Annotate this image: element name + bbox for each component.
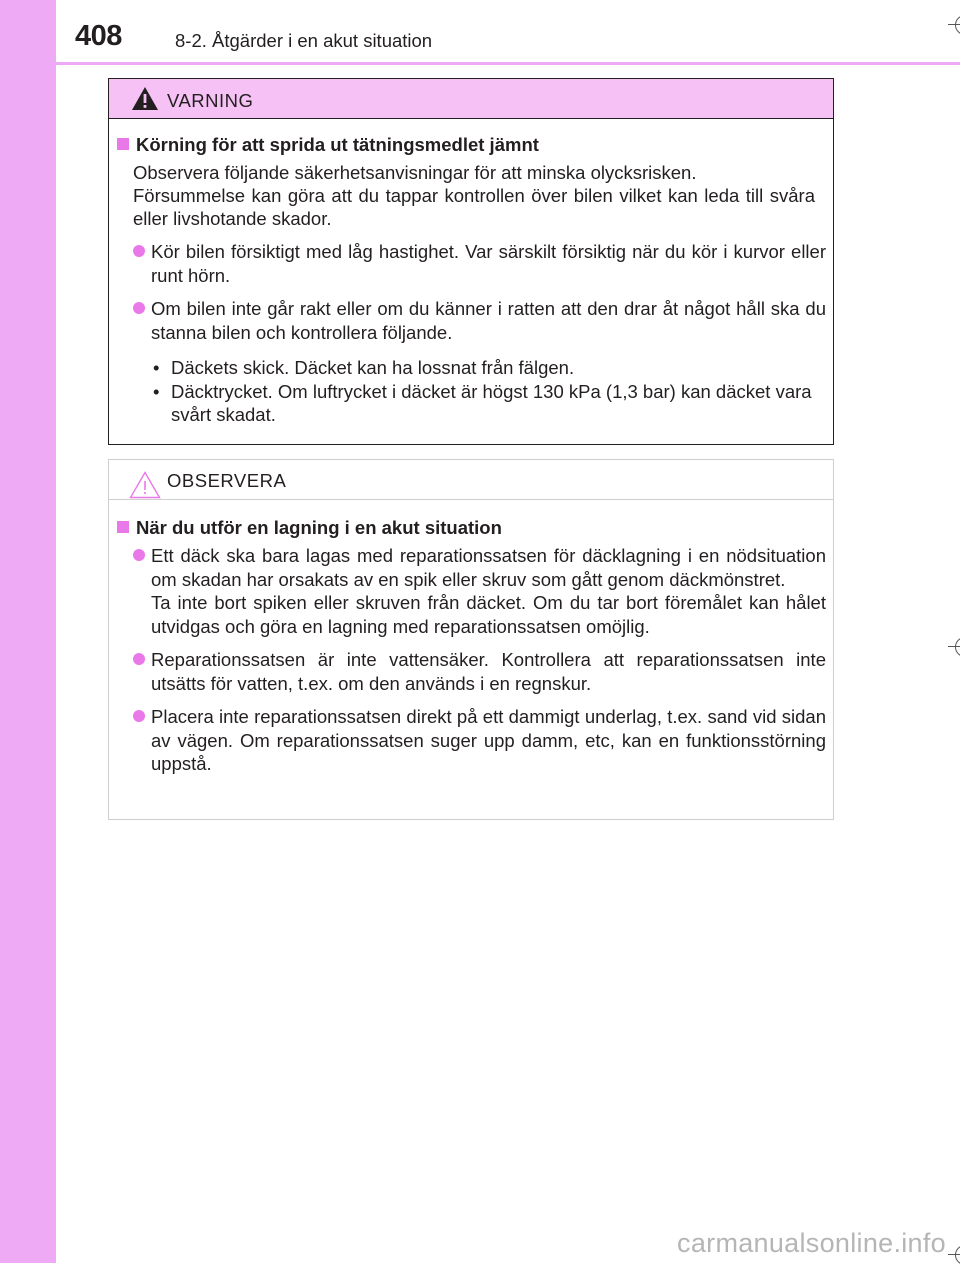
watermark: carmanualsonline.info [677,1228,946,1258]
round-bullet-icon [133,710,145,722]
notice-label: OBSERVERA [167,470,287,491]
list-item: Placera inte reparationssatsen direkt på ett dammigt underlag, t.ex. sand vid sidan av vägen. Om reparationssatsen suger upp damm, etc, kan en funktionsstörning uppstå. [133,705,826,776]
round-bullet-icon [133,653,145,665]
notice-header [109,460,833,500]
notice-body [109,500,833,776]
warning-intro: Observera följande säkerhetsanvisningar för att minska olycksrisken. Försummelse kan göra att du tappar kontrollen över bilen vilket kan leda till svåra eller livshotande skador. [133,162,815,229]
warning-heading: Körning för att sprida ut tätningsmedlet jämnt [117,133,826,157]
crop-mark-icon [948,1238,960,1272]
warning-body [109,119,833,427]
side-band [0,0,56,1263]
square-bullet-icon [117,138,129,150]
list-item: Reparationssatsen är inte vattensäker. Kontrollera att reparationssatsen inte utsätts för vatten, t.ex. om den används i en regnskur. [133,648,826,695]
crop-mark-icon [948,8,960,42]
warning-triangle-icon [131,86,159,111]
round-bullet-icon [133,245,145,257]
round-bullet-icon [133,549,145,561]
sub-list-item: • Däcktrycket. Om luftrycket i däcket är högst 130 kPa (1,3 bar) kan däcket vara svårt skadat. [153,380,812,425]
crop-mark-icon [948,630,960,664]
caution-triangle-icon [129,471,161,499]
list-item: Om bilen inte går rakt eller om du känner i ratten att den drar åt något håll ska du stanna bilen och kontrollera följande. [133,297,826,344]
header-rule [56,62,960,65]
sub-list-item: • Däckets skick. Däcket kan ha lossnat från fälgen. [153,357,575,378]
notice-box [108,459,834,820]
notice-heading: När du utför en lagning i en akut situation [117,516,826,540]
round-bullet-icon [133,302,145,314]
page-number: 408 [75,20,122,52]
warning-box [108,78,834,445]
square-bullet-icon [117,521,129,533]
warning-label: VARNING [167,90,254,111]
list-item: Ett däck ska bara lagas med reparationssatsen för däcklagning i en nödsituation om skadan har orsakats av en spik eller skruv som gått genom däckmönstret. Ta inte bort spiken eller skruven från däcket. Om du tar bort föremålet kan hålet utvidgas och göra en lagning med reparationssatsen omöjlig. [133,544,826,638]
warning-header [109,79,833,119]
section-title: 8-2. Åtgärder i en akut situation [175,30,433,51]
list-item: Kör bilen försiktigt med låg hastighet. Var särskilt försiktig när du kör i kurvor eller runt hörn. [133,240,826,287]
